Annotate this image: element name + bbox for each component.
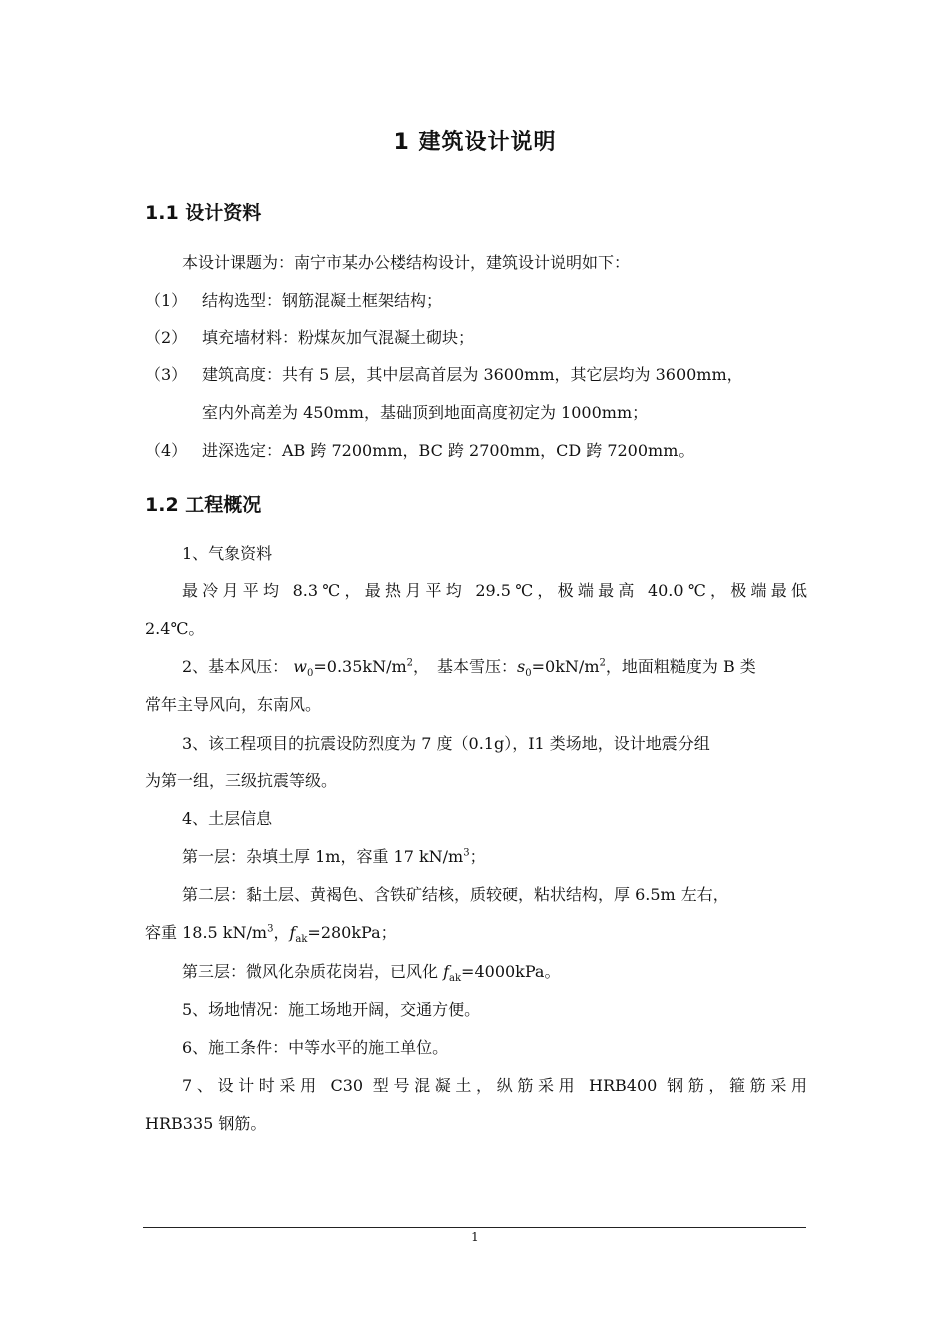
layer2-density: 容重 18.5 kN/m: [145, 923, 268, 942]
footer-divider: [143, 1227, 806, 1228]
roughness-text: ，地面粗糙度为 B 类: [605, 657, 756, 676]
soil-layer-1: [145, 838, 844, 876]
list-item-continuation: 室内外高差为 450mm，基础顶到地面高度初定为 1000mm；: [202, 403, 649, 422]
chapter-title: 1 建筑设计说明: [393, 130, 557, 155]
material-line-1: 7、设计时采用 C30 型号混凝土，纵筋采用 HRB400 钢筋，箍筋采用: [182, 1076, 807, 1095]
list-item: [145, 319, 807, 357]
snow-subscript: 0: [525, 668, 532, 680]
wind-symbol: w: [293, 657, 307, 676]
wind-label: 2、基本风压：: [182, 657, 289, 676]
page-number: 1: [471, 1230, 479, 1244]
list-text: 建筑高度：共有 5 层，其中层高首层为 3600mm，其它层均为 3600mm，: [202, 365, 743, 384]
bearing-subscript: ak: [295, 934, 308, 946]
climate-line-1: 最冷月平均 8.3℃，最热月平均 29.5℃，极端最高 40.0℃，极端最低: [182, 581, 807, 600]
snow-unit-exponent: 2: [599, 657, 606, 669]
list-number: （1）: [145, 291, 188, 310]
layer3-text: 第三层：微风化杂质花岗岩，已风化: [182, 962, 444, 981]
seismic-line-1: 3、该工程项目的抗震设防烈度为 7 度（0.1g），I1 类场地，设计地震分组: [182, 734, 710, 753]
list-item: [145, 282, 807, 320]
section-heading-1-1: 1.1 设计资料: [145, 202, 262, 224]
separator: ，: [273, 923, 290, 942]
wind-value: =0.35kN/m: [313, 657, 407, 676]
list-number: （2）: [145, 328, 188, 347]
snow-symbol: s: [517, 657, 526, 676]
bearing-symbol: f: [443, 962, 450, 981]
material-line-2: HRB335 钢筋。: [145, 1114, 267, 1133]
soil-layer-3: [145, 953, 844, 991]
bearing-symbol: f: [289, 923, 296, 942]
bearing-subscript: ak: [449, 973, 462, 985]
layer1-text: 第一层：杂填土厚 1m，容重 17 kN/m: [182, 847, 464, 866]
soil-layer-2-line-2: [145, 914, 807, 952]
bearing-value: =280kPa；: [307, 923, 397, 942]
layer1-end: ；: [469, 847, 486, 866]
construction-condition: 6、施工条件：中等水平的施工单位。: [182, 1038, 449, 1057]
list-text: 填充墙材料：粉煤灰加气混凝土砌块；: [202, 328, 475, 347]
section-heading-1-2: 1.2 工程概况: [145, 494, 262, 516]
soil-title: 4、土层信息: [182, 809, 273, 828]
wind-snow-paragraph: [145, 648, 844, 686]
unit-exponent: 3: [267, 923, 274, 935]
seismic-line-2: 为第一组，三级抗震等级。: [145, 771, 338, 790]
list-number: （3）: [145, 365, 188, 384]
snow-label: ， 基本雪压：: [413, 657, 518, 676]
wind-unit-exponent: 2: [406, 657, 414, 669]
soil-layer-2-line-1: 第二层：黏土层、黄褐色、含铁矿结核，质较硬，粘状结构，厚 6.5m 左右，: [182, 885, 729, 904]
climate-line-2: 2.4℃。: [145, 619, 205, 638]
list-text: 结构选型：钢筋混凝土框架结构；: [202, 291, 443, 310]
wind-subscript: 0: [306, 668, 314, 680]
list-number: （4）: [145, 441, 188, 460]
site-condition: 5、场地情况：施工场地开阔，交通方便。: [182, 1000, 481, 1019]
list-item: [145, 356, 807, 394]
bearing-value: =4000kPa。: [461, 962, 561, 981]
wind-direction-line: 常年主导风向，东南风。: [145, 695, 322, 714]
list-item: [145, 432, 807, 470]
snow-value: =0kN/m: [531, 657, 600, 676]
climate-title: 1、气象资料: [182, 544, 273, 563]
unit-exponent: 3: [463, 847, 470, 859]
list-text: 进深选定：AB 跨 7200mm，BC 跨 2700mm，CD 跨 7200mm。: [202, 441, 695, 460]
intro-paragraph: 本设计课题为：南宁市某办公楼结构设计，建筑设计说明如下：: [182, 253, 631, 272]
